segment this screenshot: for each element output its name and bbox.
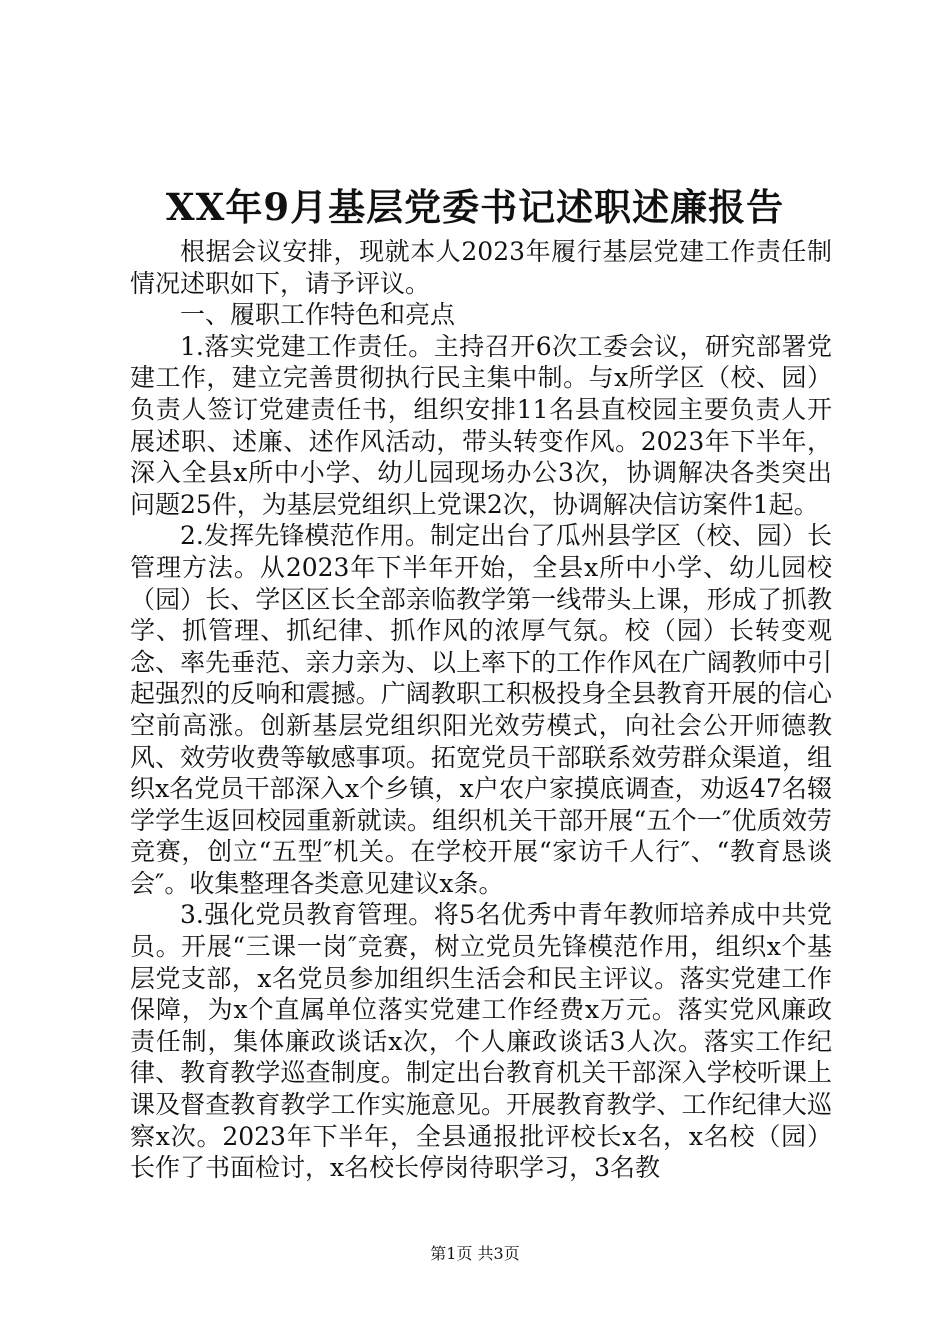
paragraph-item-3: 3.强化党员教育管理。将5名优秀中青年教师培养成中共党员。开展“三课一岗″竞赛，树立党员先锋模范作用，组织x个基层党支部，x名党员参加组织生活会和民主评议。落实党建工作保障，为x个直属单位落实党建工作经费x万元。落实党风廉政责任制，集体廉政谈话x次，个人廉政谈话3人次。落实工作纪律、教育教学巡查制度。制定出台教育机关干部深入学校听课上课及督查教育教学工作实施意见。开展教育教学、工作纪律大巡察x次。2023年下半年，全县通报批评校长x名，x名校（园）长作了书面检讨，x名校长停岗待职学习，3名教	[130, 900, 832, 1183]
document-body	[130, 236, 832, 1184]
document-title: XX年9月基层党委书记述职述廉报告	[165, 185, 785, 229]
paragraph-intro: 根据会议安排，现就本人2023年履行基层党建工作责任制情况述职如下，请予评议。	[130, 237, 832, 298]
page-number-footer: 第1页 共3页	[430, 1244, 520, 1263]
paragraph-item-2: 2.发挥先锋模范作用。制定出台了瓜州县学区（校、园）长管理方法。从2023年下半年开始，全县x所中小学、幼儿园校（园）长、学区区长全部亲临教学第一线带头上课，形成了抓教学、抓管理、抓纪律、抓作风的浓厚气氛。校（园）长转变观念、率先垂范、亲力亲为、以上率下的工作作风在广阔教师中引起强烈的反响和震撼。广阔教职工积极投身全县教育开展的信心空前高涨。创新基层党组织阳光效劳模式，向社会公开师德教风、效劳收费等敏感事项。拓宽党员干部联系效劳群众渠道，组织x名党员干部深入x个乡镇，x户农户家摸底调查，劝返47名辍学学生返回校园重新就读。组织机关干部开展“五个一″优质效劳竞赛，创立“五型″机关。在学校开展“家访千人行″、“教育恳谈会″。收集整理各类意见建议x条。	[130, 521, 832, 898]
section-heading: 一、履职工作特色和亮点	[180, 300, 456, 330]
paragraph-item-1: 1.落实党建工作责任。主持召开6次工委会议，研究部署党建工作，建立完善贯彻执行民主集中制。与x所学区（校、园）负责人签订党建责任书，组织安排11名县直校园主要负责人开展述职、述廉、述作风活动，带头转变作风。2023年下半年，深入全县x所中小学、幼儿园现场办公3次，协调解决各类突出问题25件，为基层党组织上党课2次，协调解决信访案件1起。	[130, 331, 832, 519]
